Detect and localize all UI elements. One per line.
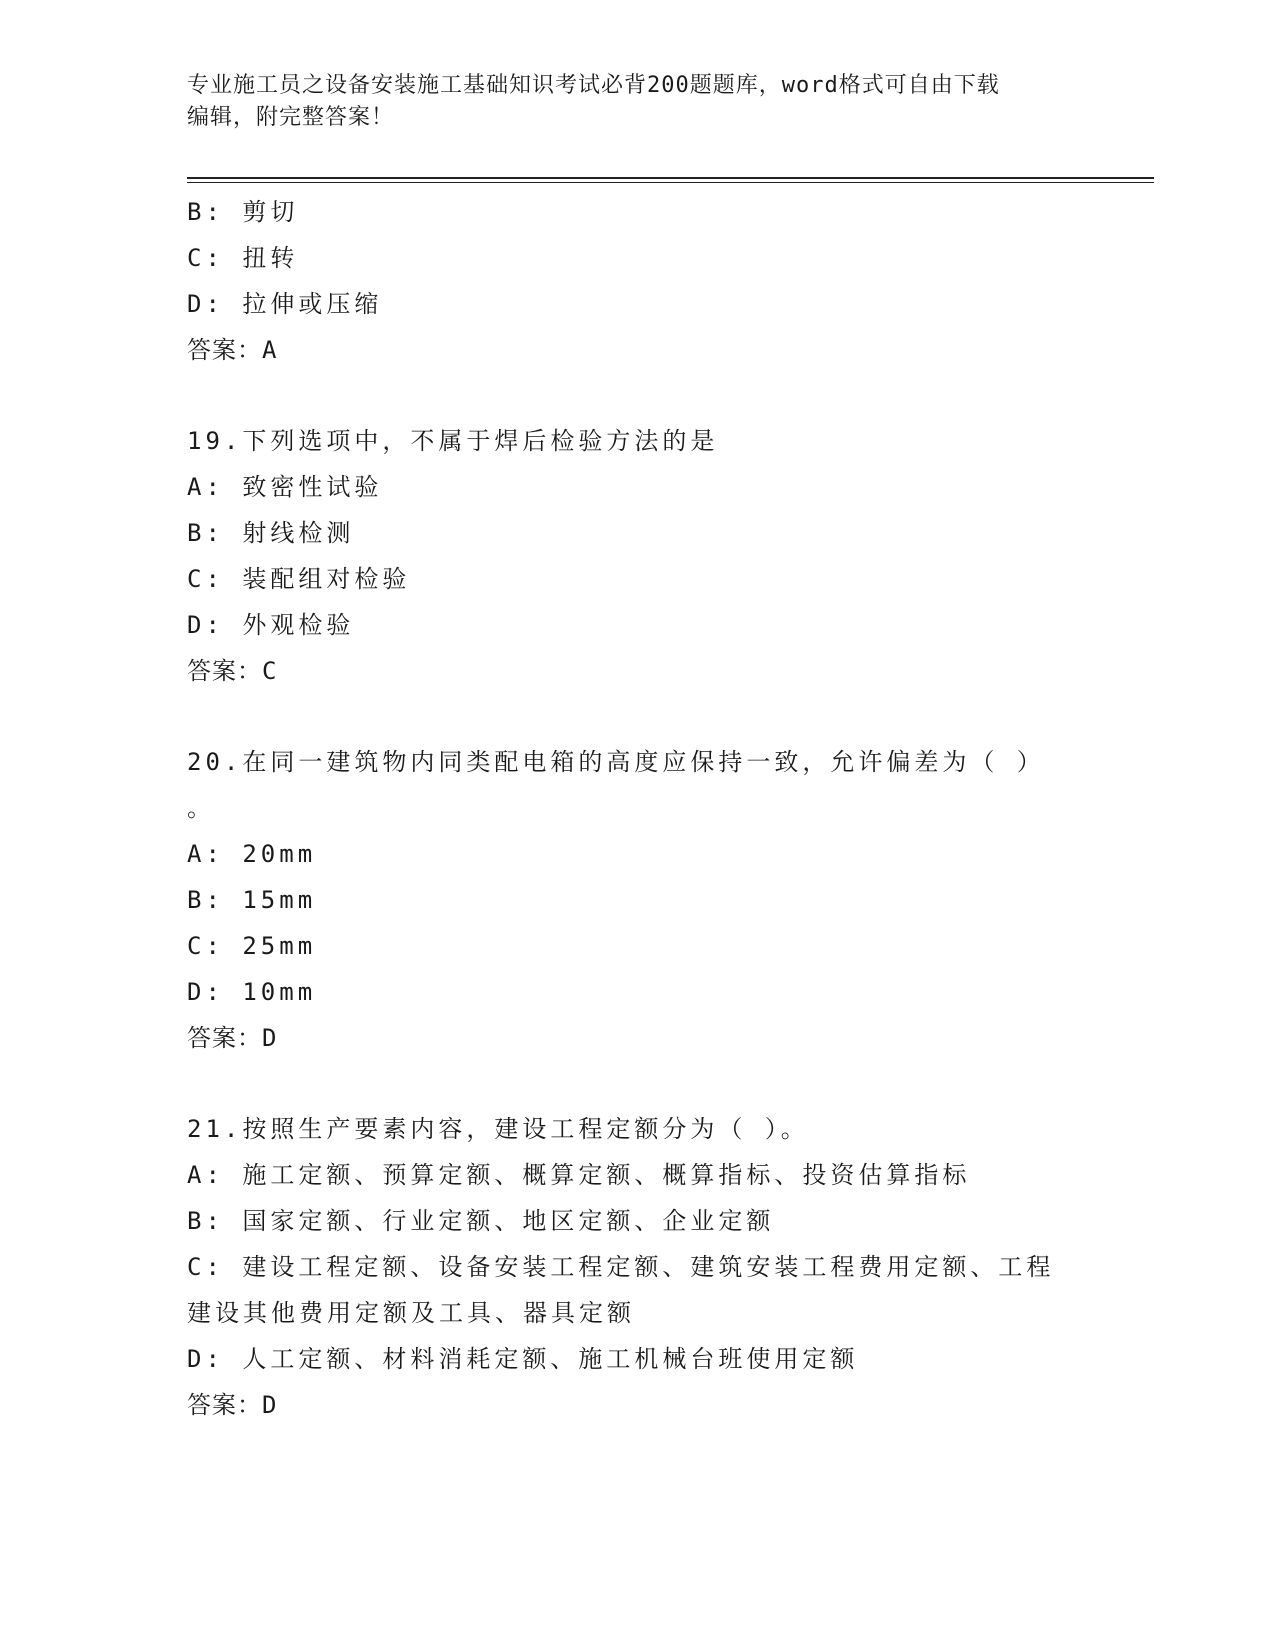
answer-line [187, 1015, 1087, 1061]
option-b: B: 射线检测 [187, 519, 355, 547]
question-spacer [187, 373, 1087, 418]
answer-label: 答案： [187, 1024, 262, 1052]
answer-line [187, 648, 1087, 694]
question-text: 21.按照生产要素内容，建设工程定额分为（ ）。 [187, 1115, 809, 1143]
question-20 [187, 739, 1087, 1061]
header-divider-thick [187, 177, 1154, 179]
option-b: B: 剪切 [187, 198, 299, 226]
option-c: C: 装配组对检验 [187, 565, 411, 593]
option-c: C: 扭转 [187, 244, 299, 272]
answer-label: 答案： [187, 1391, 262, 1419]
option-d: D: 人工定额、材料消耗定额、施工机械台班使用定额 [187, 1345, 859, 1373]
answer-value: D [262, 1391, 279, 1419]
option-c: C: 建设工程定额、设备安装工程定额、建筑安装工程费用定额、工程 [187, 1253, 1055, 1281]
option-c-continued: 建设其他费用定额及工具、器具定额 [187, 1299, 635, 1327]
question-list [187, 189, 1087, 1428]
question-text-continued: 。 [187, 794, 215, 822]
question-18-tail [187, 189, 1087, 373]
answer-label: 答案： [187, 336, 262, 364]
question-21 [187, 1106, 1087, 1428]
answer-value: A [262, 336, 279, 364]
header-divider-thin [187, 182, 1154, 183]
option-a: A: 施工定额、预算定额、概算定额、概算指标、投资估算指标 [187, 1161, 971, 1189]
question-text: 19.下列选项中，不属于焊后检验方法的是 [187, 427, 719, 455]
question-19 [187, 418, 1087, 694]
question-spacer [187, 694, 1087, 739]
header-title-line-2: 编辑，附完整答案！ [187, 105, 395, 130]
answer-line [187, 1382, 1087, 1428]
question-spacer [187, 1061, 1087, 1106]
option-d: D: 拉伸或压缩 [187, 290, 383, 318]
answer-value: D [262, 1024, 279, 1052]
option-b: B: 国家定额、行业定额、地区定额、企业定额 [187, 1207, 775, 1235]
option-a: A: 20mm [187, 840, 317, 868]
option-d: D: 外观检验 [187, 611, 355, 639]
option-d: D: 10mm [187, 978, 317, 1006]
option-c: C: 25mm [187, 932, 317, 960]
option-b: B: 15mm [187, 886, 317, 914]
header-title-line-1: 专业施工员之设备安装施工基础知识考试必背200题题库，word格式可自由下载 [187, 73, 1000, 98]
option-a: A: 致密性试验 [187, 473, 383, 501]
document-header [187, 70, 1087, 134]
question-text: 20.在同一建筑物内同类配电箱的高度应保持一致，允许偏差为（ ） [187, 748, 1045, 776]
answer-line [187, 327, 1087, 373]
answer-label: 答案： [187, 657, 262, 685]
answer-value: C [262, 657, 279, 685]
